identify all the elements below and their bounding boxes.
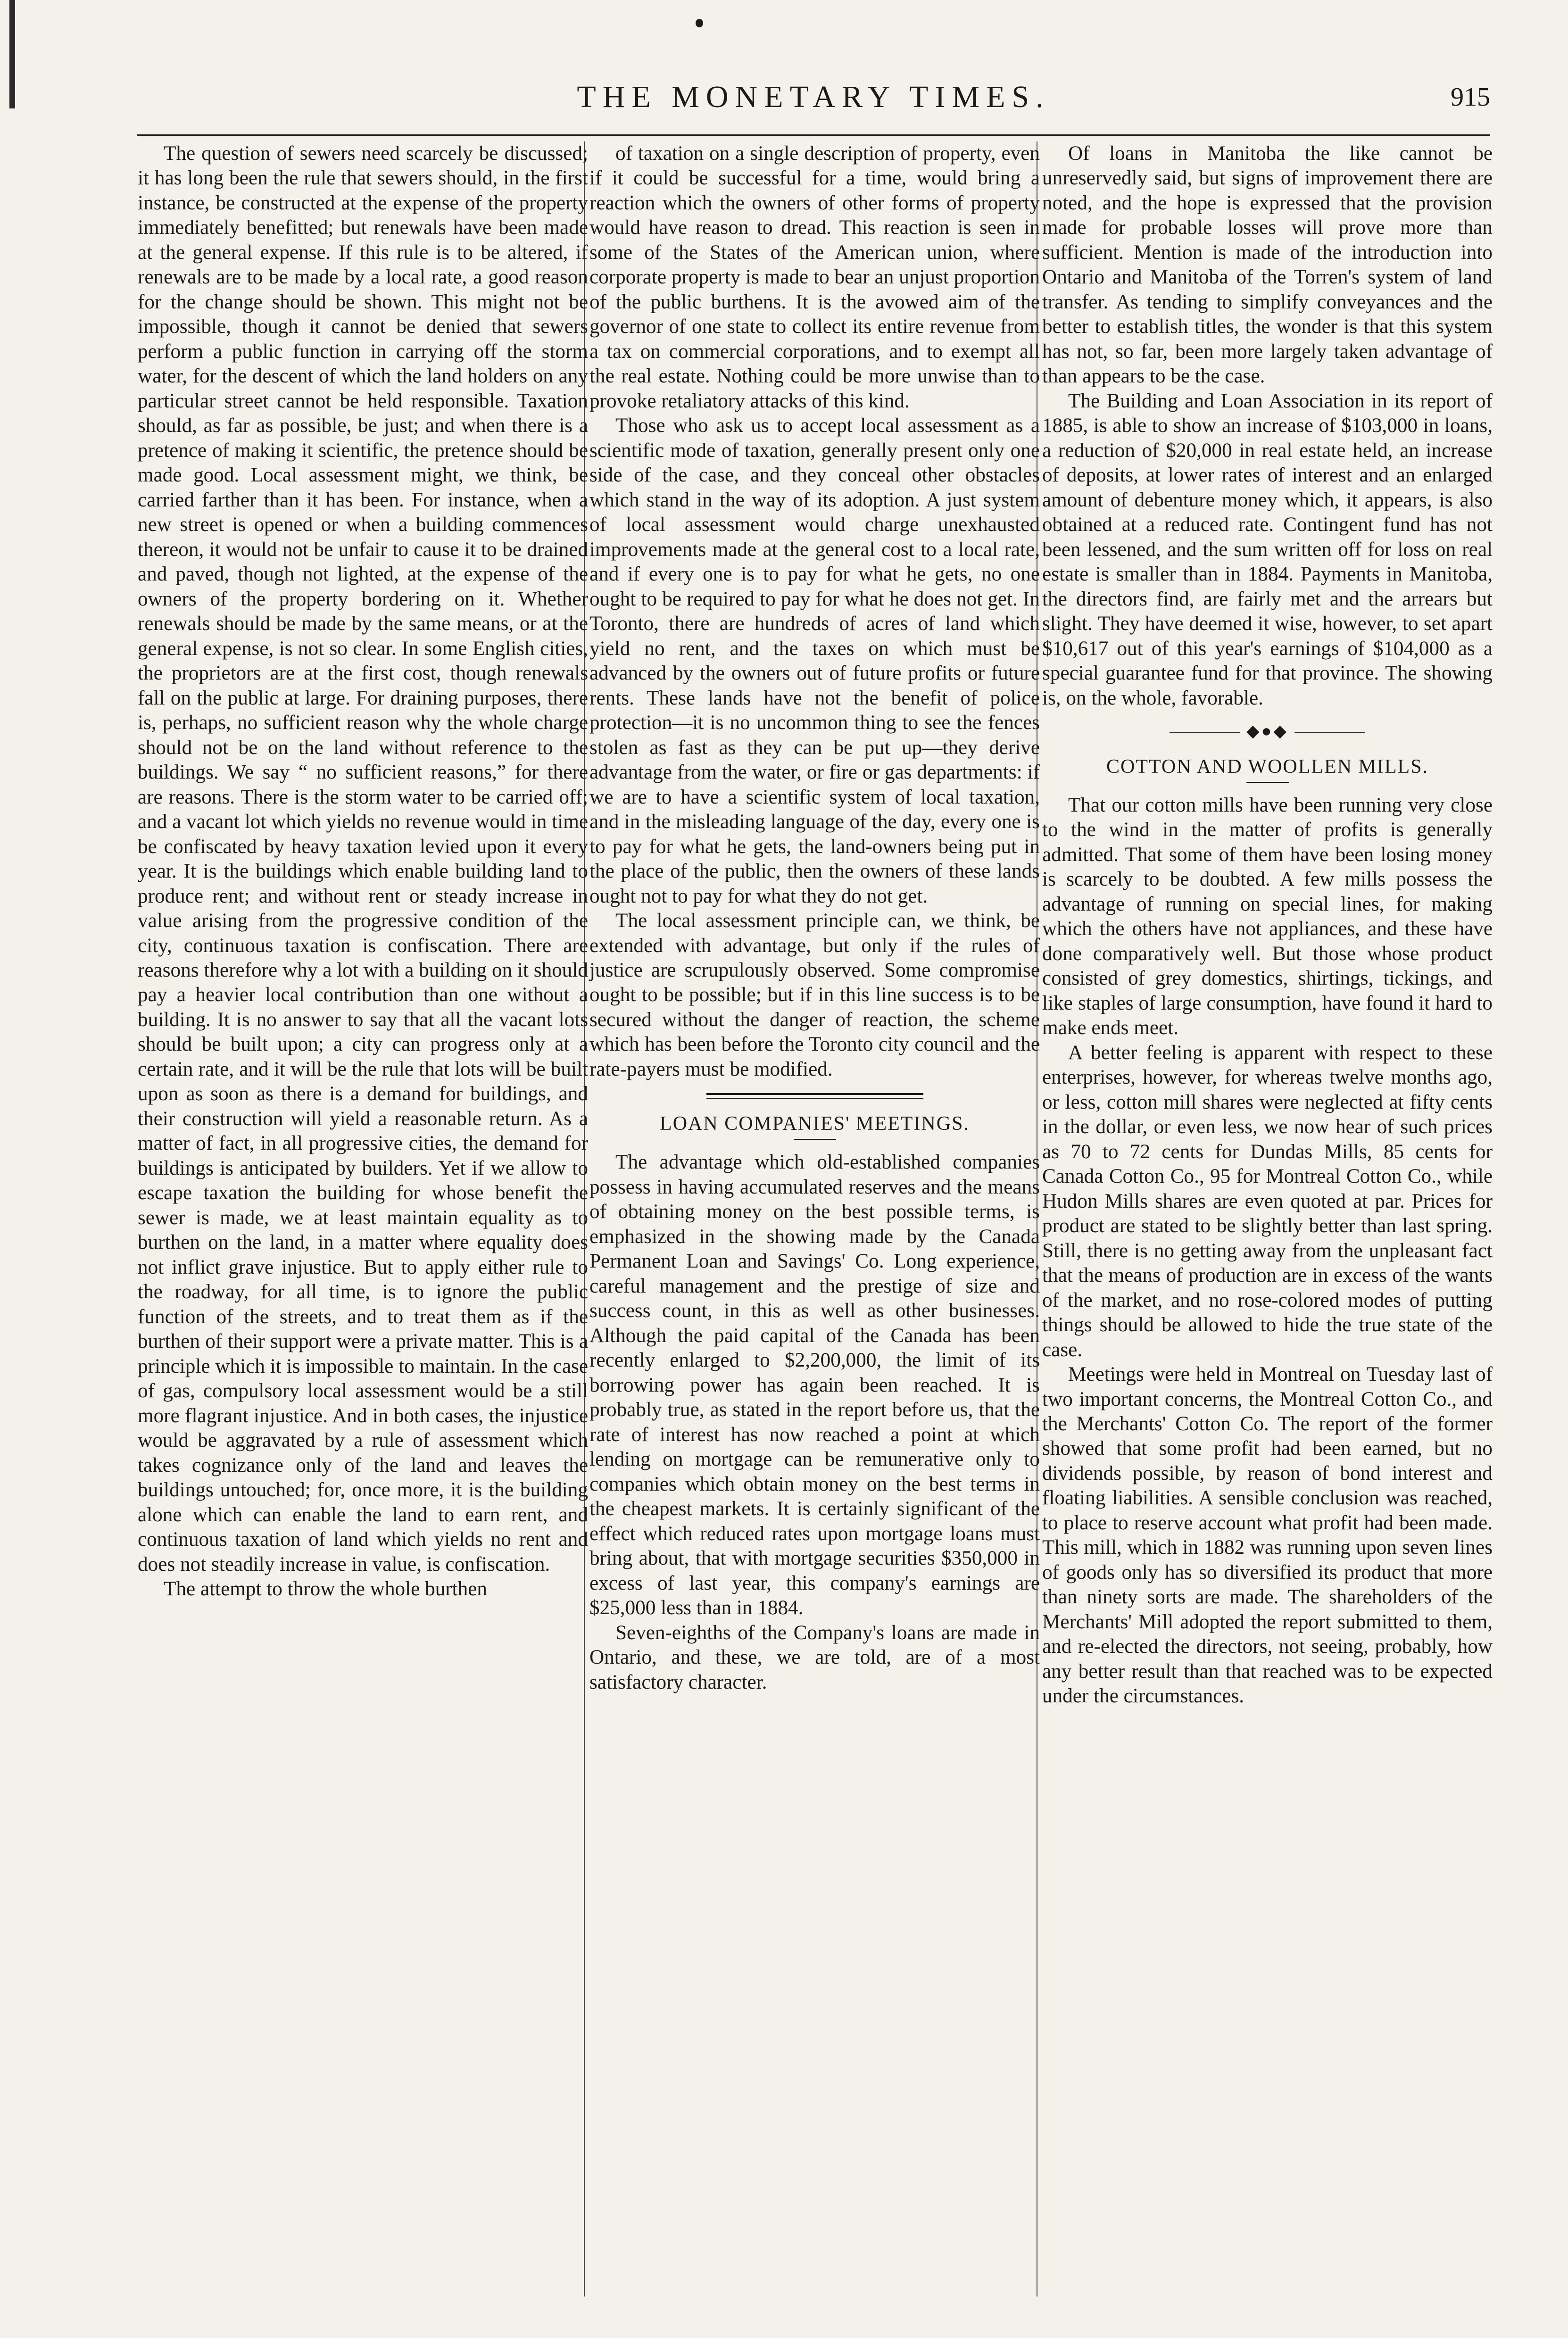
article-paragraph: of taxation on a single description of property, even if it could be successful for a time, would bring a reaction which the owners of other forms of property would have reason to dread. This reaction is seen in some of the States of the American union, where corporate property is made to bear an unjust proportion of the public burthens. It is the avowed aim of the governor of one state to collect its entire revenue from a tax on commercial corporations, and to exempt all the real estate. Nothing could be more unwise than to provoke retaliatory attacks of this kind. [589, 142, 1040, 412]
header-rule [137, 134, 1490, 136]
article-paragraph: That our cotton mills have been running very close to the wind in the matter of profits is generally admitted. That some of them have been losing money is scarcely to be doubted. A few mills possess the advantage of running on special lines, for making which the others have not appliances, and these have done comparatively well. But those whose product consisted of grey domestics, shirtings, tickings, and like staples of large consumption, have found it hard to make ends meet. [1042, 794, 1493, 1039]
article-paragraph: A better feeling is apparent with respect to these enterprises, however, for whereas twelve months ago, or less, cotton mill shares were neglected at fifty cents in the dollar, or even less, we now hear of such prices as 70 to 72 cents for Dundas Mills, 85 cents for Canada Cotton Co., 95 for Montreal Cotton Co., while Hudon Mills shares are even quoted at par. Prices for product are stated to be slightly better than last spring. Still, there is no getting away from the unpleasant fact that the means of production are in excess of the wants of the market, and no rose-colored modes of putting things should be allowed to hide the true state of the case. [1042, 1041, 1493, 1361]
column-1 [138, 141, 588, 1602]
heading-underline [794, 1139, 836, 1140]
article-paragraph: Of loans in Manitoba the like cannot be unreservedly said, but signs of improvement there are noted, and the hope is expressed that the provision made for probable losses will prove more than sufficient. Mention is made of the introduction into Ontario and Manitoba of the Torren's system of land transfer. As tending to simplify conveyances and the better to establish titles, the wonder is that this system has not, so far, been more largely taken advantage of than appears to be the case. [1042, 142, 1493, 388]
column-3 [1042, 141, 1493, 1709]
page-edge-mark [9, 0, 15, 108]
article-paragraph: The attempt to throw the whole burthen [164, 1578, 488, 1600]
article-paragraph: The question of sewers need scarcely be discussed; it has long been the rule that sewers should, in the first instance, be constructed at the expense of the property immediately benefitted; but renewals have been made at the general expense. If this rule is to be altered, if renewals are to be made by a local rate, a good reason for the change should be shown. This might not be impossible, though it cannot be denied that sewers perform a public function in carrying off the storm water, for the descent of which the land holders on any particular street cannot be held responsible. Taxation should, as far as possible, be just; and when there is a pretence of making it scientific, the pretence should be made good. Local assessment might, we think, be carried farther than it has been. For instance, when a new street is opened or when a building commences thereon, it would not be unfair to cause it to be drained and paved, though not lighted, at the expense of the owners of the property bordering on it. Whether renewals should be made by the same means, or at the general expense, is not so clear. In some English cities, the proprietors are at the first cost, though renewals fall on the public at large. For draining purposes, there is, perhaps, no sufficient reason why the whole charge should not be on the land without reference to the buildings. We say “ no sufficient reasons,” for there are reasons. There is the storm water to be carried off; and a vacant lot which yields no revenue would in time be confiscated by heavy taxation levied upon it every year. It is the buildings which enable building land to produce rent; and without rent or steady increase in value arising from the progressive condition of the city, continuous taxation is confiscation. There are reasons therefore why a lot with a building on it should pay a heavier local contribution than one without a building. It is no answer to say that all the vacant lots should be built upon; a city can progress only at a certain rate, and it will be the rule that lots will be built upon as soon as there is a demand for buildings, and their construction will yield a reasonable return. As a matter of fact, in all progressive cities, the demand for buildings is anticipated by builders. Yet if we allow to escape taxation the building for whose benefit the sewer is made, we at least maintain equality as to burthen on the land, in a matter where equality does not inflict grave injustice. But to apply either rule to the roadway, for all time, is to ignore the public function of the streets, and to treat them as if the burthen of their support were a private matter. This is a principle which it is impossible to maintain. In the case of gas, compulsory local assessment would be a still more flagrant injustice. And in both cases, the injustice would be aggravated by a rule of assessment which takes cognizance only of the land and leaves the buildings untouched; for, once more, it is the building alone which can enable the land to earn rent, and continuous taxation of land which yields no rent and does not steadily increase in value, is confiscation. [138, 142, 588, 1575]
masthead-title: THE MONETARY TIMES. [577, 80, 1050, 114]
ornament-divider [1042, 721, 1493, 742]
section-heading-cotton-mills: COTTON AND WOOLLEN MILLS. [1106, 755, 1429, 778]
section-divider [706, 1093, 923, 1099]
ornament-line-left [1170, 732, 1240, 733]
article-paragraph: The local assessment principle can, we think, be extended with advantage, but only if the rules of justice are scrupulously observed. Some compromise ought to be possible; but if in this line success is to be secured without the danger of reaction, the scheme which has been before the Toronto city council and the rate-payers must be modified. [589, 910, 1040, 1080]
page-number: 915 [1451, 83, 1490, 112]
article-paragraph: The Building and Loan Association in its report of 1885, is able to show an increase of $103,000 in loans, a reduction of $20,000 in real estate held, an increase of deposits, at lower rates of interest and an enlarged amount of debenture money which, it appears, is also obtained at a reduced rate. Contingent fund has not been lessened, and the sum written off for loss on real estate is smaller than in 1884. Payments in Manitoba, the directors find, are fairly met and the arrears but slight. They have deemed it wise, however, to set apart $10,617 out of this year's earnings of $104,000 as a special guarantee fund for that province. The showing is, on the whole, favorable. [1042, 390, 1493, 709]
article-paragraph: Meetings were held in Montreal on Tuesday last of two important concerns, the Montreal Cotton Co., and the Merchants' Cotton Co. The report of the former showed that some profit had been earned, but no dividends possible, by reason of bond interest and floating liabilities. A sensible conclusion was reached, to place to reserve account what profit had been made. This mill, which in 1882 was running upon seven lines of goods only has so diversified its product that more than ninety sorts are made. The shareholders of the Merchants' Mill adopted the report submitted to them, and re-elected the directors, not seeing, probably, how any better result than that reached was to be expected under the circumstances. [1042, 1363, 1493, 1708]
heading-underline [1246, 782, 1289, 783]
article-paragraph: The advantage which old-established companies possess in having accumulated reserves and the means of obtaining money on the best possible terms, is emphasized in the showing made by the Canada Permanent Loan and Savings' Co. Long experience, careful management and the prestige of size and success count, in this as well as other businesses. Although the paid capital of the Canada has been recently enlarged to $2,200,000, the limit of its borrowing power has again been reached. It is probably true, as stated in the report before us, that the rate of interest has now reached a point at which lending on mortgage can be remunerative only to companies which obtain money on the best terms in the cheapest markets. It is certainly significant of the effect which reduced rates upon mortgage loans must bring about, that with mortgage securities $350,000 in excess of last year, this company's earnings are $25,000 less than in 1884. [589, 1151, 1040, 1619]
ink-dot [696, 19, 703, 27]
ornament-line-right [1294, 732, 1365, 733]
ornament-glyph: ◆●◆ [1246, 721, 1289, 741]
article-paragraph: Seven-eighths of the Company's loans are made in Ontario, and these, we are told, are of a most satisfactory character. [589, 1621, 1040, 1693]
column-2 [589, 141, 1040, 1695]
section-heading-loan-companies: LOAN COMPANIES' MEETINGS. [660, 1113, 970, 1135]
page-header [137, 79, 1490, 131]
article-paragraph: Those who ask us to accept local assessment as a scientific mode of taxation, generally present only one side of the case, and they conceal other obstacles which stand in the way of its adoption. A just system of local assessment would charge unexhausted improvements made at the general cost to a local rate, and if every one is to pay for what he gets, no one ought to be required to pay for what he does not get. In Toronto, there are hundreds of acres of land which yield no rent, and the taxes on which must be advanced by the owners out of future profits or future rents. These lands have not the benefit of police protection—it is no uncommon thing to see the fences stolen as fast as they can be put up—they derive advantage from the water, or fire or gas departments: if we are to have a scientific system of local taxation, and in the misleading language of the day, every one is to pay for what he gets, the land-owners being put in the place of the public, then the owners of these lands ought not to pay for what they do not get. [589, 415, 1040, 907]
